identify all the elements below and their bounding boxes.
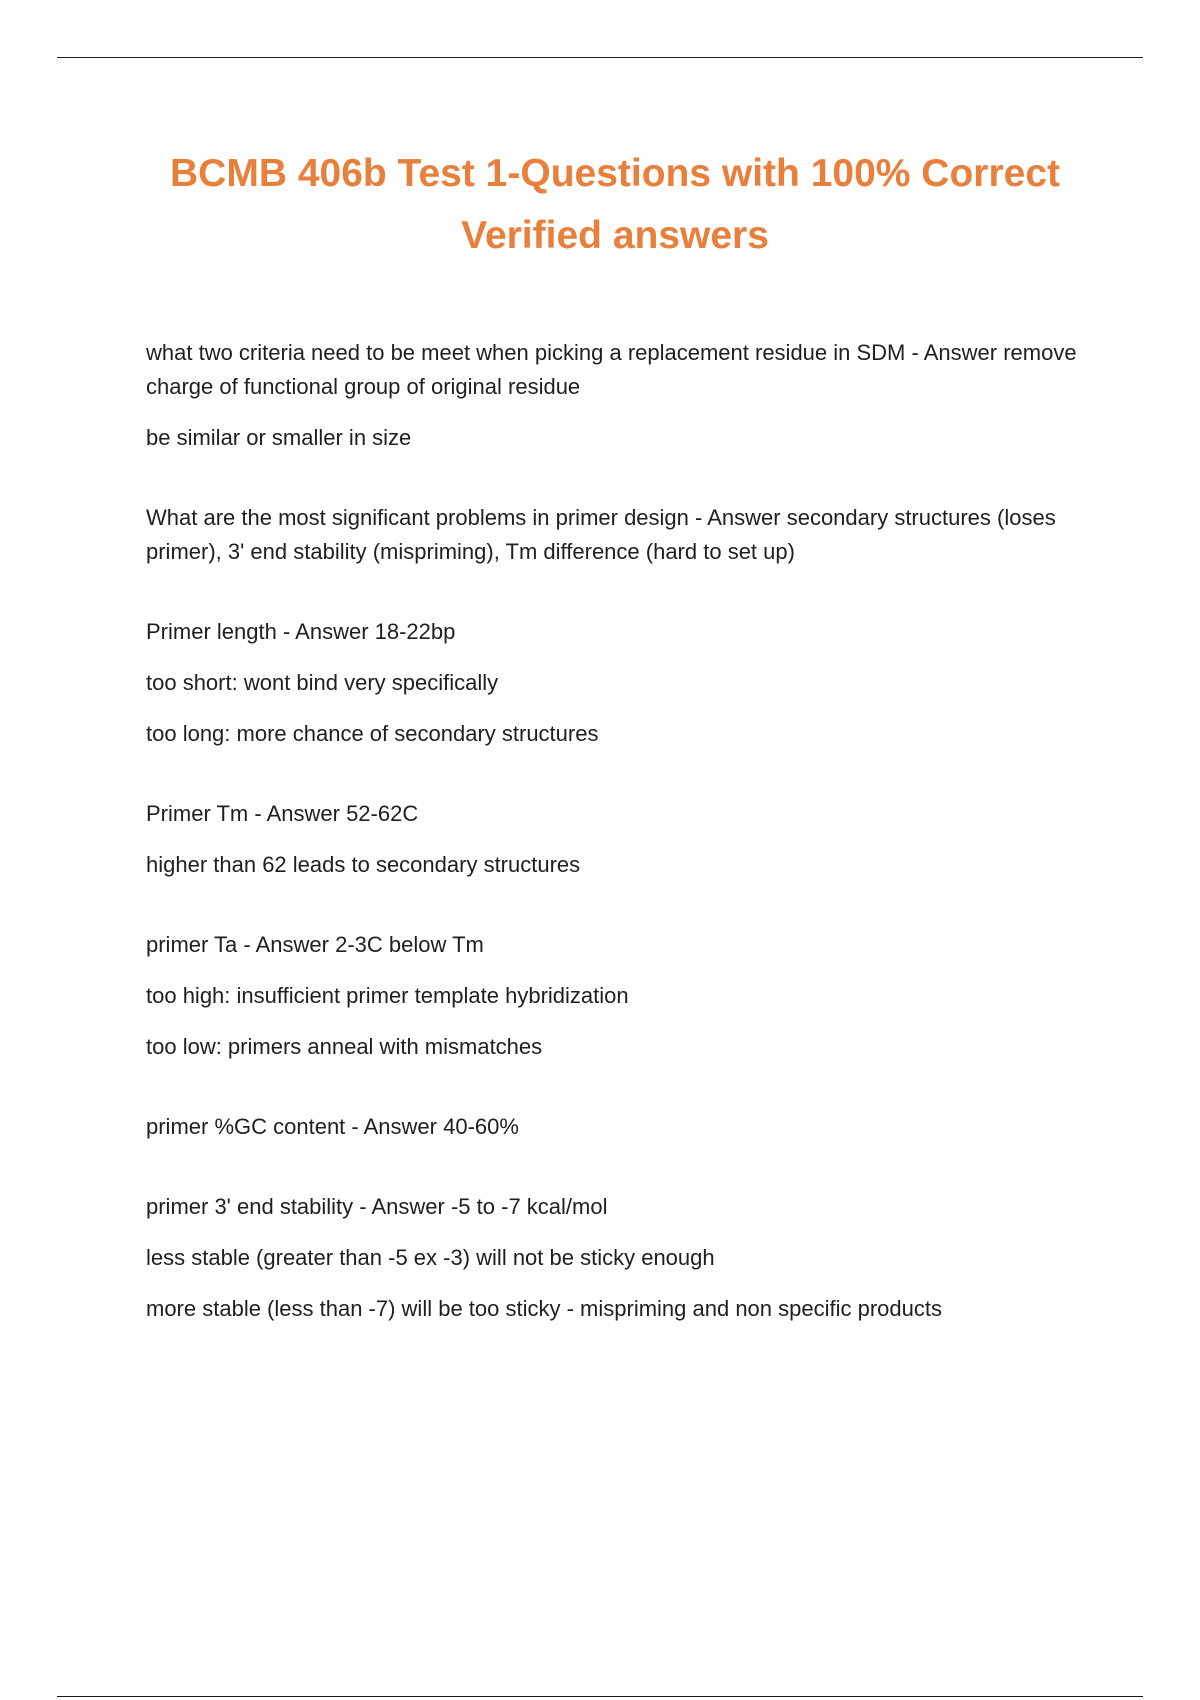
qa-item-primer-ta — [146, 928, 1096, 1064]
document-title: BCMB 406b Test 1-Questions with 100% Correct Verified answers — [170, 152, 1060, 257]
qa-item-primer-gc-content — [146, 1110, 1096, 1144]
qa-line: primer Ta - Answer 2-3C below Tm — [146, 932, 484, 957]
qa-line: too short: wont bind very specifically — [146, 670, 499, 695]
qa-item-primer-problems — [146, 501, 1096, 569]
qa-line: less stable (greater than -5 ex -3) will not be sticky enough — [146, 1245, 715, 1270]
qa-line: too high: insufficient primer template hybridization — [146, 983, 629, 1008]
qa-line: more stable (less than -7) will be too sticky - mispriming and non specific products — [146, 1296, 942, 1321]
qa-line: too low: primers anneal with mismatches — [146, 1034, 543, 1059]
header-rule — [57, 57, 1143, 58]
qa-line: higher than 62 leads to secondary structures — [146, 852, 581, 877]
qa-line: primer %GC content - Answer 40-60% — [146, 1114, 519, 1139]
qa-list — [146, 336, 1096, 1372]
qa-item-sdm-criteria — [146, 336, 1096, 455]
qa-line: Primer Tm - Answer 52-62C — [146, 801, 419, 826]
qa-line: too long: more chance of secondary structures — [146, 721, 599, 746]
qa-item-primer-length — [146, 615, 1096, 751]
qa-line: Primer length - Answer 18-22bp — [146, 619, 456, 644]
qa-item-primer-3-end-stability — [146, 1190, 1096, 1326]
footer-rule — [57, 1696, 1143, 1697]
qa-line: What are the most significant problems in primer design - Answer secondary structures (loses primer), 3' end stability (mispriming), Tm difference (hard to set up) — [146, 505, 1056, 564]
qa-line: be similar or smaller in size — [146, 425, 412, 450]
qa-line: what two criteria need to be meet when picking a replacement residue in SDM - Answer remove charge of functional group of original residue — [146, 340, 1077, 399]
qa-item-primer-tm — [146, 797, 1096, 882]
qa-line: primer 3' end stability - Answer -5 to -7 kcal/mol — [146, 1194, 608, 1219]
